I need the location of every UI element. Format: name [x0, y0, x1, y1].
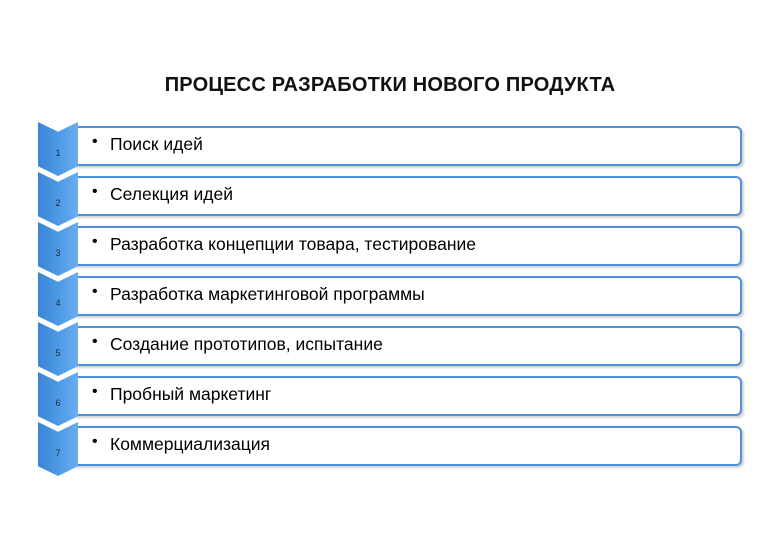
bullet-icon: •: [92, 133, 98, 150]
step-number: 4: [55, 298, 61, 308]
diagram-title: ПРОЦЕСС РАЗРАБОТКИ НОВОГО ПРОДУКТА: [164, 74, 616, 96]
bullet-icon: •: [92, 283, 98, 300]
step-number: 2: [55, 198, 61, 208]
step-number: 5: [55, 348, 61, 358]
step-label: Пробный маркетинг: [110, 384, 272, 404]
step-4: [38, 276, 744, 316]
bullet-icon: •: [92, 433, 98, 450]
bullet-icon: •: [92, 183, 98, 200]
bullet-icon: •: [92, 383, 98, 400]
step-number: 7: [55, 448, 61, 458]
step-label: Селекция идей: [110, 184, 234, 204]
step-label: Разработка маркетинговой программы: [110, 284, 425, 304]
bullet-icon: •: [92, 233, 98, 250]
step-label: Коммерциализация: [110, 434, 271, 454]
step-label: Создание прототипов, испытание: [110, 334, 383, 354]
step-3: [38, 226, 744, 266]
step-5: [38, 326, 744, 366]
step-7: [38, 426, 744, 466]
step-1: [38, 126, 744, 166]
step-2: [38, 176, 744, 216]
step-number: 6: [55, 398, 61, 408]
step-label: Поиск идей: [110, 134, 203, 154]
step-6: [38, 376, 744, 416]
step-number: 3: [55, 248, 61, 258]
step-label: Разработка концепции товара, тестирование: [110, 234, 476, 254]
step-number: 1: [55, 148, 61, 158]
bullet-icon: •: [92, 333, 98, 350]
